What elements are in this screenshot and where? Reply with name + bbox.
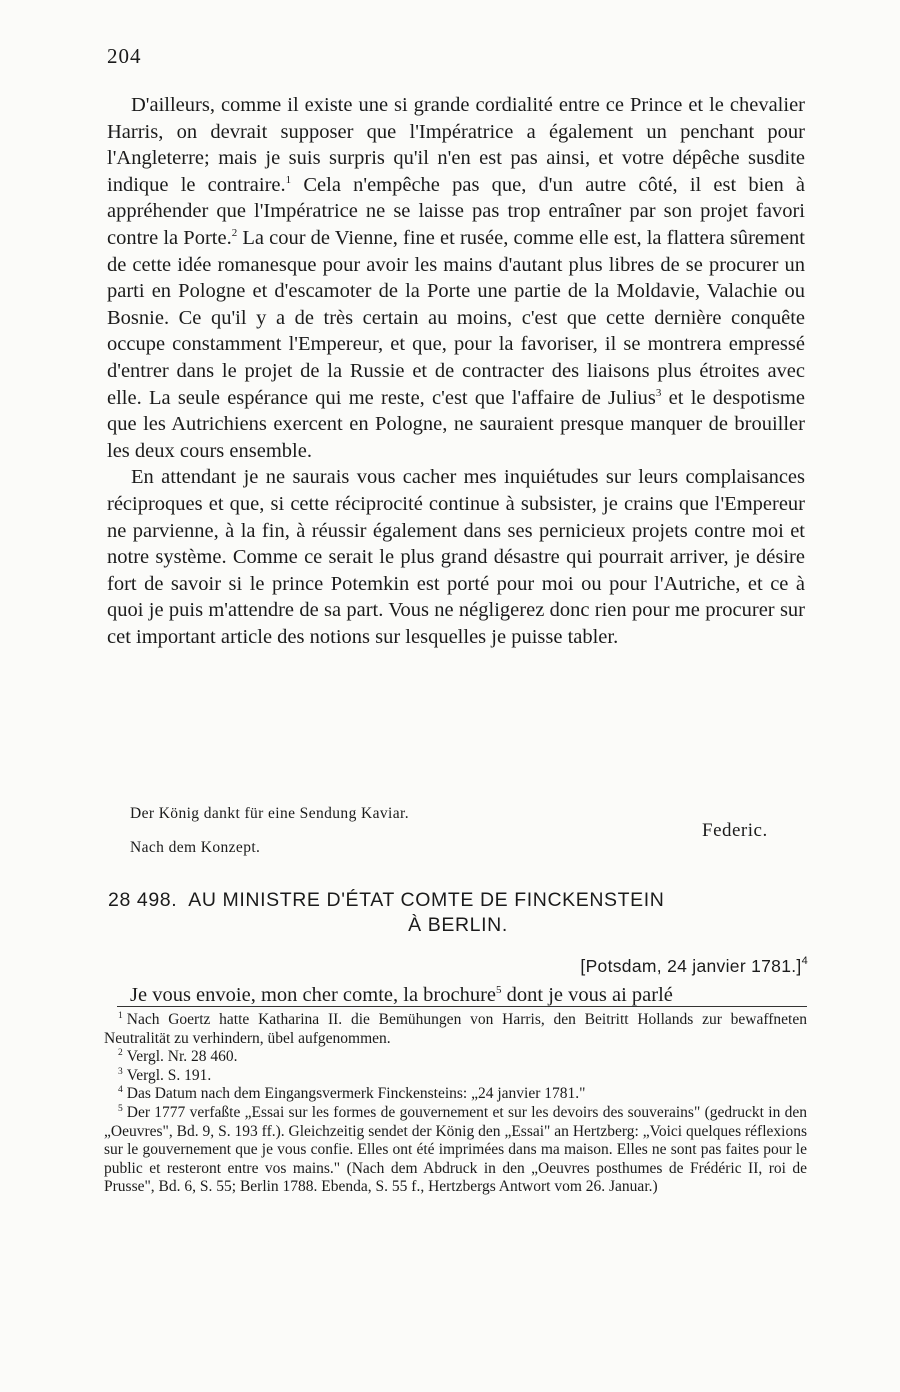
paragraph: En attendant je ne saurais vous cacher mes inquiétudes sur leurs complaisances réciproques et que, si cette réciprocité continue à subsister, je crains que l'Empereur ne parvienne, à la fin, à réussir également dans ses pernicieux projets contre moi et notre système. Comme ce serait le plus grand désastre qui pourrait arriver, je désire fort de savoir si le prince Potemkin est porté pour moi ou pour l'Autriche, et ce à quoi je puis m'attendre de sa part. Vous ne négligerez donc rien pour me procurer sur cet important article des notions sur lesquelles je puisse tabler. xyxy=(107,466,805,648)
footnote-ref[interactable]: 2 xyxy=(231,226,238,239)
source-note: Nach dem Konzept. xyxy=(130,839,261,856)
footnote: $^2$ Vergl. Nr. 28 460. xyxy=(118,1048,238,1066)
footnote-ref[interactable]: 3 xyxy=(655,386,662,399)
signature: Federic. xyxy=(702,820,768,841)
letter-number: 28 498. xyxy=(108,889,178,911)
letter-text: Je vous envoie, mon cher comte, la brochure$^5$ dont je vous ai parlé xyxy=(130,984,673,1006)
footnote-divider xyxy=(117,1006,807,1007)
heading-place: À BERLIN. xyxy=(408,914,508,936)
editorial-note: Der König dankt für eine Sendung Kaviar. xyxy=(130,805,410,822)
dateline: [Potsdam, 24 janvier 1781.]$^4$ xyxy=(580,955,808,976)
footnote-ref[interactable]: 1 xyxy=(285,173,292,186)
letter-heading xyxy=(108,888,808,938)
page-number: 204 xyxy=(107,44,142,68)
footnote: $^5$ Der 1777 verfaßte „Essai sur les formes de gouvernement et sur les devoirs des souverains" (gedruckt in den „Oeuvres", Bd. 9, S. 193 ff.). Gleichzeitig sendet der König den „Essai" an Hertzberg: „Voici quelques réflexions sur le gouvernement que je vous confie. Elles ont été imprimées dans ma maison. Elles ne sont pas faites pour le public et resteront entre vos mains." (Nach dem Abdruck in den „Oeuvres posthumes de Frédéric II, roi de Prusse", Bd. 6, S. 55; Berlin 1788. Ebenda, S. 55 f., Hertzbergs Antwort vom 26. Januar.) xyxy=(104,1103,807,1196)
footnote: $^1$ Nach Goertz hatte Katharina II. die Bemühungen von Harris, den Beitritt Hollands zur bewaffneten Neutralität zu verhindern, übel aufgenommen. xyxy=(104,1011,807,1047)
footnote: $^3$ Vergl. S. 191. xyxy=(118,1066,212,1084)
footnotes xyxy=(104,1011,807,1197)
footnote-ref[interactable]: 5 xyxy=(496,984,502,996)
letter-body xyxy=(107,92,805,650)
footnote: $^4$ Das Datum nach dem Eingangsvermerk Finckensteins: „24 janvier 1781." xyxy=(118,1085,586,1103)
footnote-ref[interactable]: 4 xyxy=(801,955,808,967)
paragraph: D'ailleurs, comme il existe une si grande cordialité entre ce Prince et le chevalier Harris, on devrait supposer que l'Impératrice a également un penchant pour l'Angleterre; mais je suis surpris qu'il n'en est pas ainsi, et votre dépêche susdite indique le contraire.$^1$ Cela n'empêche pas que, d'un autre côté, il est bien à appréhender que l'Impératrice ne se laisse pas trop entraîner par son projet favori contre la Porte.$^2$ La cour de Vienne, fine et rusée, comme elle est, la flattera sûrement de cette idée romanesque pour avoir les mains d'autant plus libres de se procurer un parti en Pologne et d'escamoter de la Porte une partie de la Moldavie, Valachie ou Bosnie. Ce qu'il y a de très certain au moins, c'est que cette dernière conquête occupe constamment l'Empereur, et que, pour la favoriser, il se montrera empressé d'entrer dans le projet de la Russie et de contracter des liaisons plus étroites avec elle. La seule espérance qui me reste, c'est que l'affaire de Julius$^3$ et le despotisme que les Autrichiens exercent en Pologne, ne sauraient presque manquer de brouiller les deux cours ensemble. xyxy=(107,94,805,462)
heading-recipient: AU MINISTRE D'ÉTAT COMTE DE FINCKENSTEIN xyxy=(188,889,665,911)
